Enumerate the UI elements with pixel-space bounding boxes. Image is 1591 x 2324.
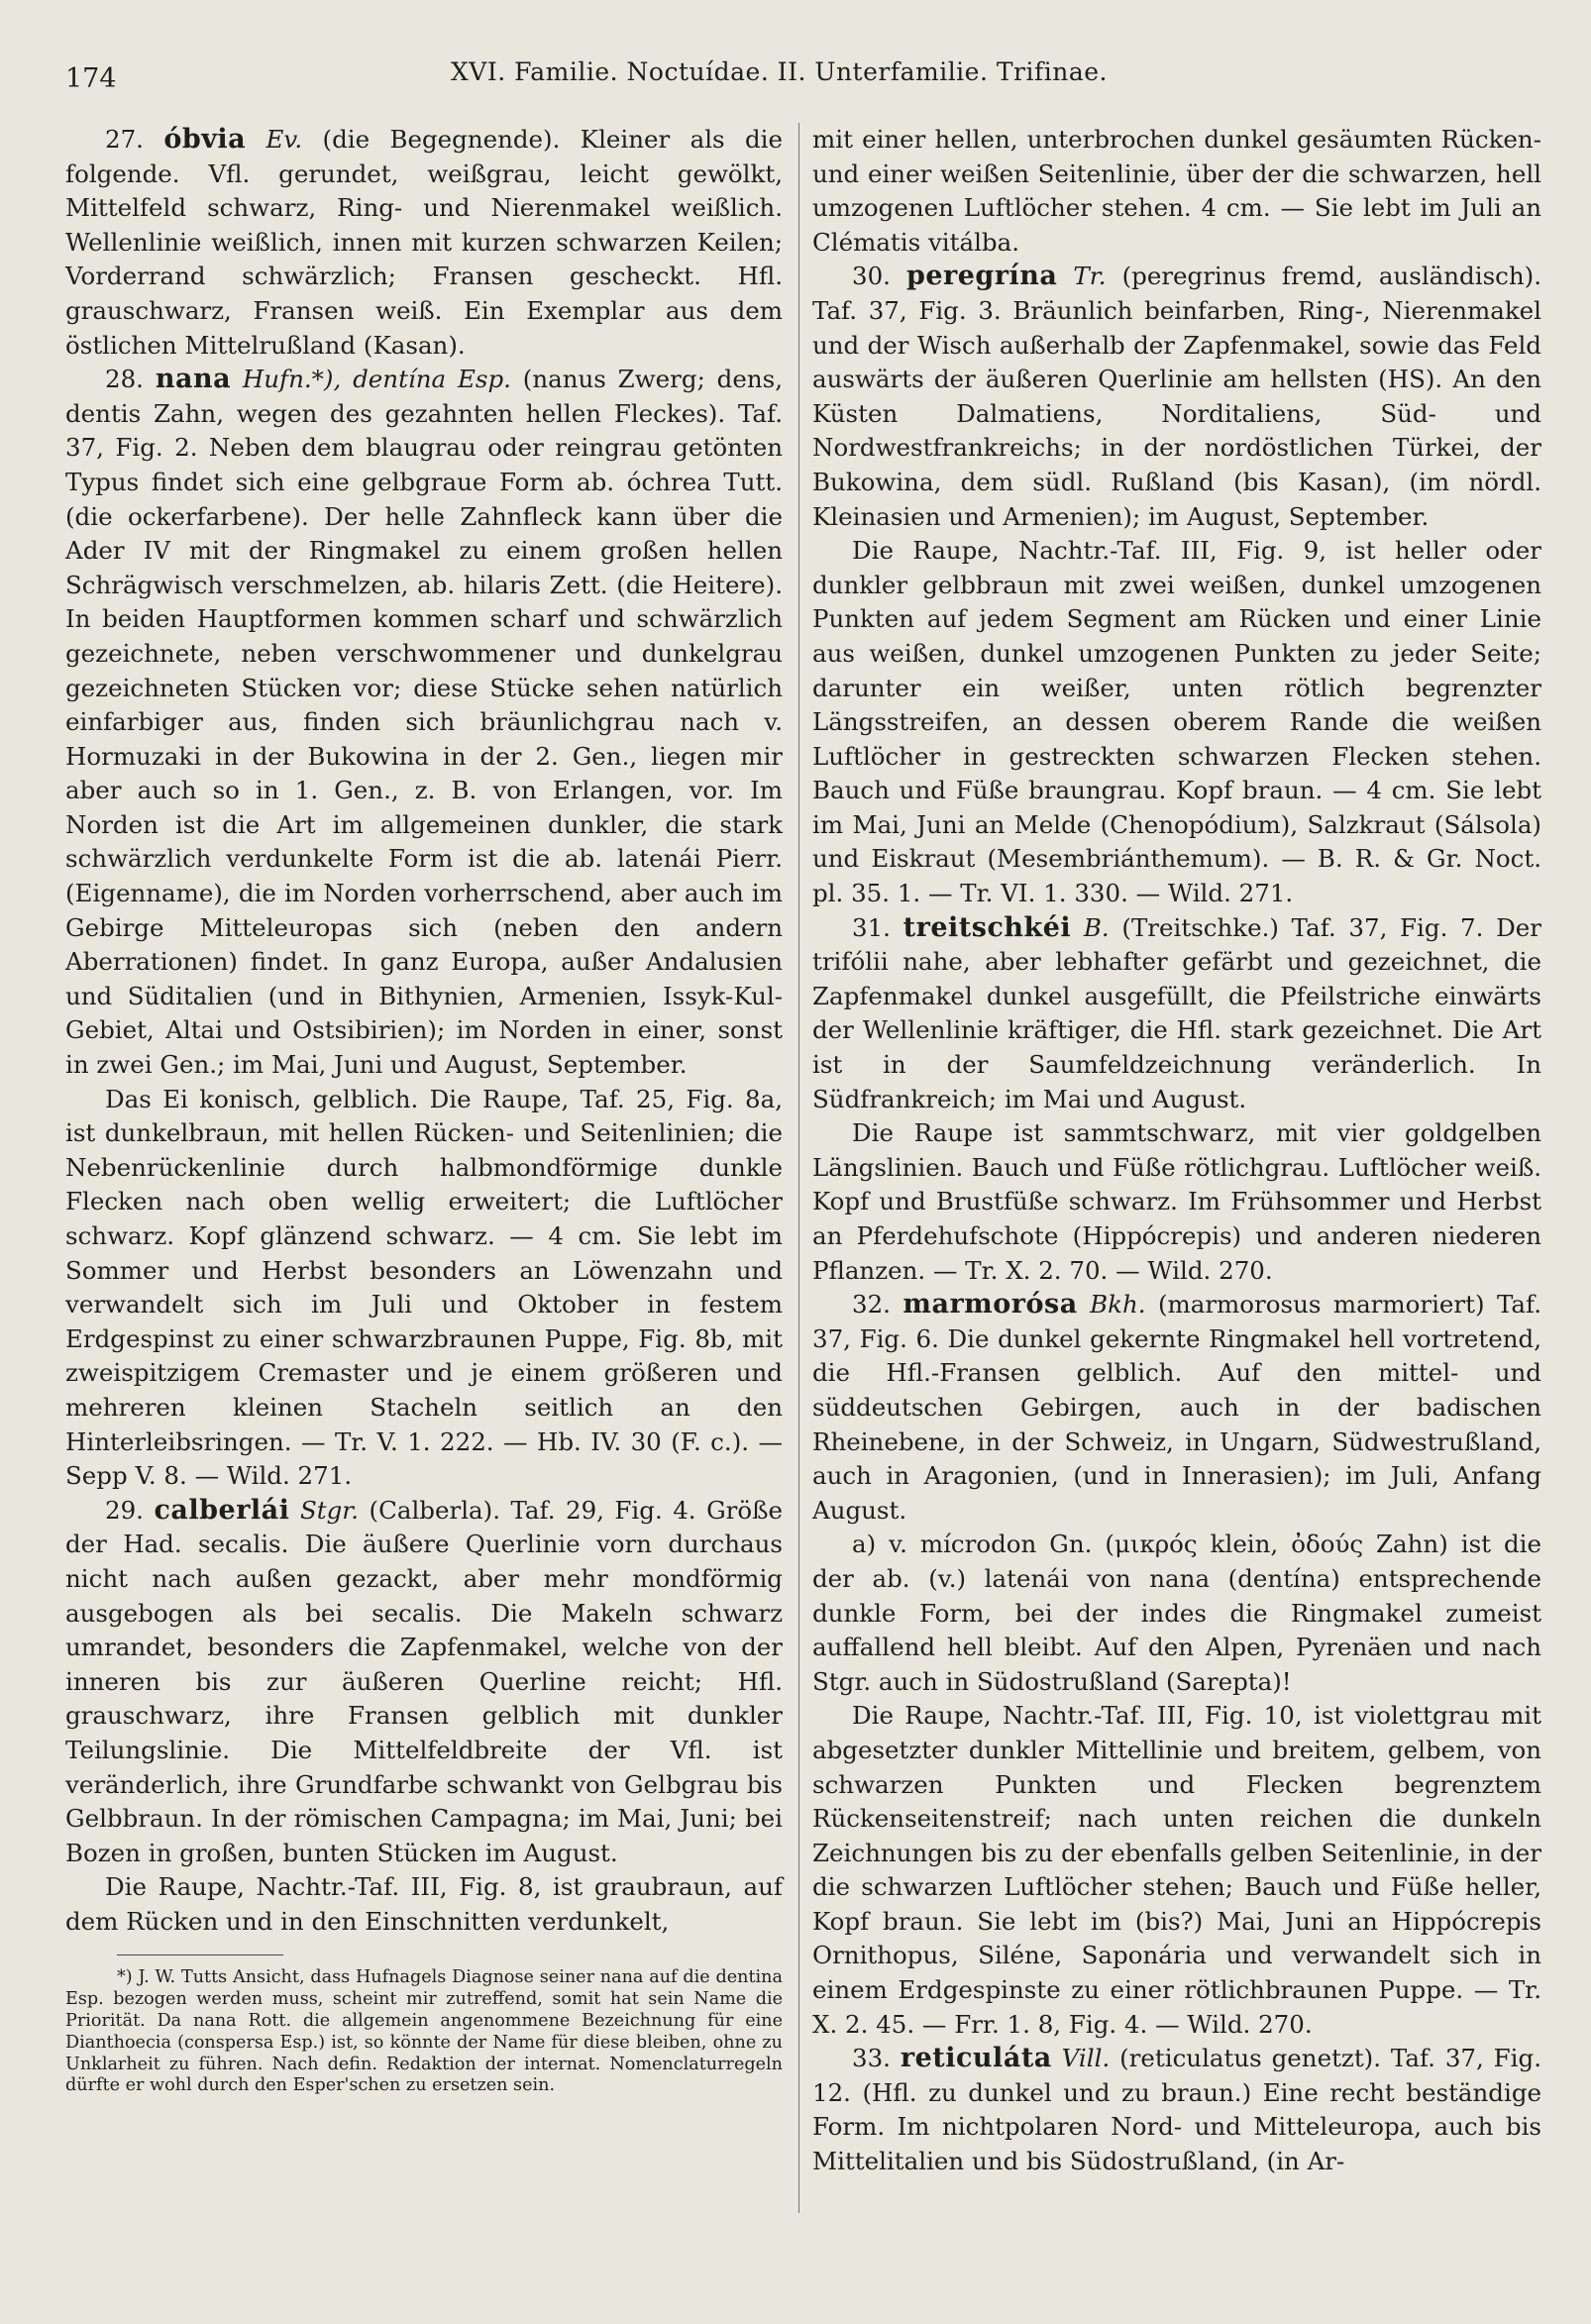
column-divider — [798, 123, 799, 2213]
entry-number: 27. — [105, 125, 164, 154]
entry-30 — [812, 260, 1541, 534]
entry-text: (Calberla). Taf. 29, Fig. 4. Größe der Had. secalis. Die äußere Querlinie vorn durchaus nicht nach außen gezackt, aber mehr mondförmig ausgebogen als bei secalis. Die Makeln schwarz umrandet, besonders die Zapfenmakel, welche von der inneren bis zur äußeren Querline reicht; Hfl. grauschwarz, ihre Fransen gelblich mit dunkler Teilungslinie. Die Mittelfeldbreite der Vfl. ist veränderlich, ihre Grundfarbe schwankt von Gelbgrau bis Gelbbraun. In der römischen Campagna; im Mai, Juni; bei Bozen in großen, bunten Stücken im August. — [65, 1495, 783, 1867]
species-name: marmorósa — [902, 1289, 1078, 1320]
paragraph-raupe-treitschkei: Die Raupe ist sammtschwarz, mit vier goldgelben Längslinien. Bauch und Füße rötlichgrau. Luftlöcher weiß. Kopf und Brustfüße schwarz. Im Frühsommer und Herbst an Pferdehufschote (Hippócrepis) und anderen niederen Pflanzen. — Tr. X. 2. 70. — Wild. 270. — [812, 1118, 1541, 1285]
entry-number: 33. — [852, 2044, 901, 2073]
entry-text: (Treitschke.) Taf. 37, Fig. 7. Der trifólii nahe, aber lebhafter gefärbt und gezeichnet, die Zapfenmakel dunkel ausgefüllt, die Pfeilstriche einwärts der Wellenlinie kräftiger, die Hfl. stark gezeichnet. Die Art ist in der Saumfeldzeichnung veränderlich. In Südfrankreich; im Mai und August. — [812, 912, 1541, 1113]
footnote-text: *) J. W. Tutts Ansicht, dass Hufnagels Diagnose seiner nana auf die dentina Esp. bezogen werden muss, scheint mir zutreffend, somit hat sein Name die Priorität. Da nana Rott. die allgemein angenommene Bezeichnung für eine Dianthoecia (conspersa Esp.) ist, so könnte der Name für diese bleiben, ohne zu Unklarheit zu führen. Nach defin. Redaktion der internat. Nomenclaturregeln dürfte er wohl durch den Esper'schen zu ersetzen sein. — [65, 1967, 783, 2096]
species-name: reticuláta — [900, 2043, 1052, 2074]
author: Stgr. — [299, 1495, 360, 1525]
entry-33 — [812, 2042, 1541, 2178]
entry-32 — [812, 1288, 1541, 1528]
column-left — [65, 123, 783, 2097]
footnote — [65, 1967, 783, 2097]
species-name: óbvia — [163, 124, 247, 155]
column-right — [812, 123, 1541, 2179]
entry-number: 31. — [852, 912, 903, 942]
paragraph-ei-raupe: Das Ei konisch, gelblich. Die Raupe, Taf. 25, Fig. 8a, ist dunkelbraun, mit hellen Rücken- und Seitenlinien; die Nebenrückenlinie durch halbmondförmige dunkle Flecken nach oben wellig erweitert; die Luftlöcher schwarz. Kopf glänzend schwarz. — 4 cm. Sie lebt im Sommer und Herbst besonders an Löwenzahn und verwandelt sich im Juli und Oktober in festem Erdgespinst zu einer schwarzbraunen Puppe, Fig. 8b, mit zweispitzigem Cremaster und je einem größeren und mehreren kleinen Stacheln seitlich an den Hinterleibsringen. — Tr. V. 1. 222. — Hb. IV. 30 (F. c.). — Sepp V. 8. — Wild. 271. — [65, 1084, 783, 1491]
entry-number: 30. — [852, 262, 906, 291]
entry-29 — [65, 1494, 783, 1871]
page-number: 174 — [65, 63, 117, 94]
entry-text: (nanus Zwerg; dens, dentis Zahn, wegen des gezahnten hellen Fleckes). Taf. 37, Fig. 2. Neben dem blaugrau oder reingrau getönten Typus findet sich eine gelbgraue Form ab. óchrea Tutt. (die ockerfarbene). Der helle Zahnfleck kann über die Ader IV mit der Ringmakel zu einem großen hellen Schrägwisch verschmelzen, ab. hilaris Zett. (die Heitere). In beiden Hauptformen kommen scharf und schwärzlich gezeichnete, neben verschwommener und dunkelgrau gezeichneten Stücken vor; diese Stücke sehen natürlich einfarbiger aus, finden sich bräunlichgrau nach v. Hormuzaki in der Bukowina in der 2. Gen., liegen mir aber auch so in 1. Gen., z. B. von Erlangen, vor. Im Norden ist die Art im allgemeinen dunkler, die stark schwärzlich verdunkelte Form ist die ab. latenái Pierr. (Eigenname), die im Norden vorherrschend, aber auch im Gebirge Mitteleuropas sich (neben den andern Aberrationen) findet. In ganz Europa, außer Andalusien und Süditalien (und in Bithynien, Armenien, Issyk-Kul-Gebiet, Altai und Ostsibirien); im Norden in einer, sonst in zwei Gen.; im Mai, Juni und August, September. — [65, 365, 783, 1080]
paragraph-raupe-calberlai: Die Raupe, Nachtr.-Taf. III, Fig. 8, ist graubraun, auf dem Rücken und in den Einschnitten verdunkelt, — [65, 1872, 783, 1936]
author: Tr. — [1073, 262, 1107, 291]
entry-number: 32. — [852, 1290, 903, 1320]
author: B. — [1083, 912, 1110, 942]
species-name: nana — [155, 364, 232, 395]
author: Ev. — [265, 125, 303, 154]
entry-number: 28. — [105, 365, 156, 394]
species-name: treitschkéi — [902, 911, 1072, 943]
author: Hufn.*), dentína Esp. — [242, 365, 511, 394]
species-name: calberlái — [154, 1494, 290, 1526]
running-head: XVI. Familie. Noctuídae. II. Unterfamilie. Trifinae. — [451, 57, 1108, 86]
paragraph-continuation: mit einer hellen, unterbrochen dunkel gesäumten Rücken- und einer weißen Seitenlinie, über der die schwarzen, hell umzogenen Luftlöcher stehen. 4 cm. — Sie lebt im Juli an Clématis vitálba. — [812, 125, 1541, 257]
species-name: peregrína — [905, 261, 1058, 292]
entry-text: (reticulatus genetzt). Taf. 37, Fig. 12. (Hfl. zu dunkel und zu braun.) Eine recht beständige Form. Im nichtpolaren Nord- und Mitteleuropa, auch bis Mittelitalien und bis Südostrußland, (in Ar- — [812, 2044, 1541, 2176]
entry-text: (die Begegnende). Kleiner als die folgende. Vfl. gerundet, weißgrau, leicht gewölkt, Mittelfeld schwarz, Ring- und Nierenmakel weißlich. Wellenlinie weißlich, innen mit kurzen schwarzen Keilen; Vorderrand schwärzlich; Fransen gescheckt. Hfl. grauschwarz, Fransen weiß. Ein Exemplar aus dem östlichen Mittelrußland (Kasan). — [65, 125, 783, 360]
paragraph-raupe-marmorosa: Die Raupe, Nachtr.-Taf. III, Fig. 10, ist violettgrau mit abgesetzter dunkler Mittellinie und breitem, gelbem, von schwarzen Punkten und Flecken begrenztem Rückenseitenstreif; nach unten reichen die dunkeln Zeichnungen bis zu der ebenfalls gelben Seitenlinie, in der die schwarzen Luftlöcher stehen; Bauch und Füße heller, Kopf braun. Sie lebt im (bis?) Mai, Juni an Hippócrepis Ornithopus, Siléne, Saponária und verwandelt sich in einem Erdgespinste zu einer rötlichbraunen Puppe. — Tr. X. 2. 45. — Frr. 1. 8, Fig. 4. — Wild. 270. — [812, 1701, 1541, 2039]
entry-text: (marmorosus marmoriert) Taf. 37, Fig. 6. Die dunkel gekernte Ringmakel hell vortretend, die Hfl.-Fransen gelblich. Auf den mittel- und süddeutschen Gebirgen, auch in der badischen Rheinebene, in der Schweiz, in Ungarn, Südwestrußland, auch in Aragonien, (und in Innerasien); im Juli, Anfang August. — [812, 1290, 1541, 1525]
footnote-rule — [117, 1954, 283, 1955]
entry-31 — [812, 911, 1541, 1117]
author: Bkh. — [1090, 1290, 1146, 1320]
entry-text: (peregrinus fremd, ausländisch). Taf. 37, Fig. 3. Bräunlich beinfarben, Ring-, Nierenmakel und der Wisch außerhalb der Zapfenmakel, sowie das Feld auswärts der äußeren Querlinie am hellsten (HS). An den Küsten Dalmatiens, Norditaliens, Süd- und Nordwestfrankreichs; in der nordöstlichen Türkei, der Bukowina, dem südl. Rußland (bis Kasan), (im nördl. Kleinasien und Armenien); im August, September. — [812, 262, 1541, 531]
entry-27 — [65, 123, 783, 363]
paragraph-microdon: a) v. mícrodon Gn. (μικρός klein, ὀδούς Zahn) ist die der ab. (v.) latenái von nana (dentína) entsprechende dunkle Form, bei der indes die Ringmakel zumeist auffallend hell bleibt. Auf den Alpen, Pyrenäen und nach Stgr. auch in Südostrußland (Sarepta)! — [812, 1530, 1541, 1696]
entry-number: 29. — [105, 1495, 155, 1525]
entry-28 — [65, 363, 783, 1082]
paragraph-raupe-peregrina: Die Raupe, Nachtr.-Taf. III, Fig. 9, ist heller oder dunkler gelbbraun mit zwei weißen, dunkel umzogenen Punkten auf jedem Segment am Rücken und einer Linie aus weißen, dunkel umzogenen Punkten zu jeder Seite; darunter ein weißer, unten rötlich begrenzter Längsstreifen, an dessen oberem Rande die weißen Luftlöcher in gestreckten schwarzen Flecken stehen. Bauch und Füße braungrau. Kopf braun. — 4 cm. Sie lebt im Mai, Juni an Melde (Chenopódium), Salzkraut (Sálsola) und Eiskraut (Mesembriánthemum). — B. R. & Gr. Noct. pl. 35. 1. — Tr. VI. 1. 330. — Wild. 271. — [812, 536, 1541, 908]
author: Vill. — [1061, 2044, 1111, 2073]
